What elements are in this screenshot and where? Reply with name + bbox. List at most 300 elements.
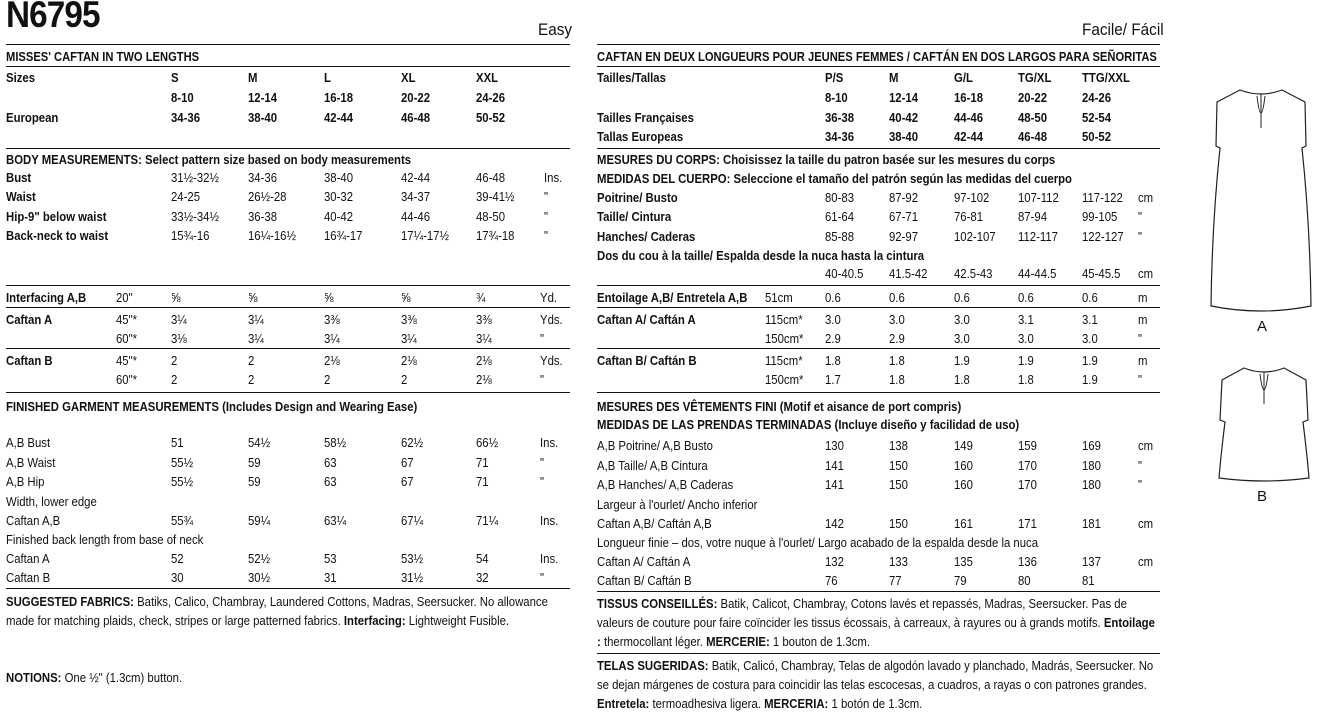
unit: m xyxy=(1138,290,1148,305)
size-range-cell: 8-10 xyxy=(171,90,194,105)
finished-row-label: A,B Hip xyxy=(6,474,45,489)
finished-row-label: Longueur finie – dos, votre nuque à l'ourlet/ Largo acabado de la espalda desde la nuca xyxy=(597,535,1039,550)
yardage-value-cell: 2 xyxy=(401,372,408,387)
body-value-cell: 33½-34½ xyxy=(171,208,219,224)
view-a-label: A xyxy=(1257,318,1268,335)
yardage-value-cell: 1.9 xyxy=(1082,353,1098,368)
divider xyxy=(6,307,570,308)
yardage-value-cell: 1.8 xyxy=(889,372,905,387)
back-value-cell: 40-40.5 xyxy=(825,266,864,281)
yardage-value-cell: 3.1 xyxy=(1082,312,1098,327)
unit: Ins. xyxy=(540,551,559,566)
body-value-cell: 42-44 xyxy=(401,170,431,185)
finished-value-cell: 133 xyxy=(889,554,908,569)
entoilage-text: thermocollant léger. xyxy=(603,634,703,649)
finished-value-cell: 77 xyxy=(889,573,902,588)
finished-value-cell: 81 xyxy=(1082,573,1095,588)
finished-row-label: A,B Waist xyxy=(6,455,56,470)
unit: Ins. xyxy=(544,170,563,185)
unit: " xyxy=(544,208,549,224)
unit: " xyxy=(1138,209,1143,225)
yardage-value-cell: 0.6 xyxy=(825,290,841,305)
unit: cm xyxy=(1138,438,1154,453)
unit: " xyxy=(540,455,545,470)
size-range-cell: 16-18 xyxy=(954,90,984,105)
yardage-value-cell: ⅝ xyxy=(324,290,334,305)
finished-value-cell: 141 xyxy=(825,458,844,473)
finished-value-cell: 80 xyxy=(1018,573,1031,588)
finished-value-cell: 135 xyxy=(954,554,973,569)
body-value-cell: 112-117 xyxy=(1018,228,1058,244)
yardage-value-cell: 3.1 xyxy=(1018,312,1034,327)
size-range-cell: 24-26 xyxy=(1082,90,1112,105)
finished-value-cell: 66½ xyxy=(476,435,499,450)
body-value-cell: 117-122 xyxy=(1082,190,1123,205)
yardage-value-cell: 2⅛ xyxy=(401,353,417,368)
finished-value-cell: 55½ xyxy=(171,474,194,489)
tissus-text: Batik, Calicot, Chambray, Cotons lavés et repassés, Madras, Seersucker. Pas de valeurs de couture pour faire coïncider les tissus écossais, à carreaux, à rayures ou à grands motifs. xyxy=(597,596,1127,630)
body-title-fr: MESURES DU CORPS: Choisissez la taille du patron basée sur les mesures du corps xyxy=(597,152,1056,167)
french-size-cell: 40-42 xyxy=(889,110,919,125)
divider xyxy=(597,44,1160,45)
unit: Ins. xyxy=(540,513,559,528)
divider xyxy=(6,44,570,45)
finished-value-cell: 150 xyxy=(889,477,908,492)
finished-value-cell: 32 xyxy=(476,570,489,585)
divider xyxy=(597,348,1160,349)
body-value-cell: 24-25 xyxy=(171,189,201,205)
fabric-width: 20" xyxy=(116,290,133,305)
size-name-cell: P/S xyxy=(825,70,844,85)
divider xyxy=(6,285,570,286)
yardage-value-cell: 2⅛ xyxy=(324,353,340,368)
european-size-cell: 50-52 xyxy=(1082,129,1112,144)
finished-value-cell: 63 xyxy=(324,455,337,470)
body-value-cell: 17¼-17½ xyxy=(401,227,449,243)
european-size-cell: 42-44 xyxy=(324,110,354,125)
finished-value-cell: 52½ xyxy=(248,551,271,566)
divider xyxy=(6,348,570,349)
yardage-label: Caftan B/ Caftán B xyxy=(597,353,697,368)
finished-value-cell: 55¾ xyxy=(171,513,194,528)
telas-text: Batik, Calicó, Chambray, Telas de algodón lavado y planchado, Madrás, Seersucker. No se dejan márgenes de costura para coincidir las telas escocesas, a cuadros, a rayas o con patrones grandes. xyxy=(597,658,1154,692)
unit: Yds. xyxy=(540,312,563,327)
yardage-value-cell: 3¼ xyxy=(476,331,492,346)
finished-row-label: Largeur à l'ourlet/ Ancho inferior xyxy=(597,497,758,512)
yardage-value-cell: 2 xyxy=(248,353,255,368)
french-size-cell: 36-38 xyxy=(825,110,855,125)
body-value-cell: 30-32 xyxy=(324,189,354,205)
european-size-cell: 46-48 xyxy=(1018,129,1048,144)
body-value-cell: 36-38 xyxy=(248,208,278,224)
body-value-cell: 15¾-16 xyxy=(171,227,210,243)
body-row-label: Hip-9" below waist xyxy=(6,208,107,224)
yardage-label: Caftan A/ Caftán A xyxy=(597,312,696,327)
european-size-cell: 50-52 xyxy=(476,110,506,125)
yardage-value-cell: 2 xyxy=(171,372,178,387)
unit: m xyxy=(1138,312,1148,327)
fabric-width: 45"* xyxy=(116,353,138,368)
body-value-cell: 34-37 xyxy=(401,189,431,205)
finished-value-cell: 31½ xyxy=(401,570,424,585)
fabrics-text: Batiks, Calico, Chambray, Laundered Cottons, Madras, Seersucker. No allowance made for matching plaids, check, stripes or large patterned fabrics. xyxy=(6,594,548,628)
notions-text: One ½" (1.3cm) button. xyxy=(64,670,183,685)
finished-value-cell: 58½ xyxy=(324,435,347,450)
yardage-value-cell: 3¼ xyxy=(324,331,340,346)
finished-value-cell: 137 xyxy=(1082,554,1101,569)
size-range-cell: 20-22 xyxy=(401,90,431,105)
finished-value-cell: 180 xyxy=(1082,477,1101,492)
finished-value-cell: 169 xyxy=(1082,438,1101,453)
divider xyxy=(6,66,570,67)
yardage-value-cell: 3¼ xyxy=(248,312,264,327)
yardage-value-cell: 3.0 xyxy=(954,312,970,327)
sizes-label-fr-es: Tailles/Tallas xyxy=(597,70,666,85)
tissus-conseilles xyxy=(597,594,1160,651)
yardage-value-cell: ⅝ xyxy=(401,290,411,305)
size-range-cell: 24-26 xyxy=(476,90,506,105)
body-value-cell: 40-42 xyxy=(324,208,354,224)
body-value-cell: 87-92 xyxy=(889,190,919,205)
finished-value-cell: 59¼ xyxy=(248,513,271,528)
european-size-cell: 34-36 xyxy=(825,129,855,144)
body-value-cell: 34-36 xyxy=(248,170,278,185)
unit: cm xyxy=(1138,190,1154,205)
body-value-cell: 61-64 xyxy=(825,209,855,225)
body-value-cell: 97-102 xyxy=(954,190,990,205)
yardage-label: Interfacing A,B xyxy=(6,290,87,305)
size-name-cell: G/L xyxy=(954,70,973,85)
pattern-number: N6795 xyxy=(6,0,100,35)
finished-row-label: Caftan A,B/ Caftán A,B xyxy=(597,516,712,531)
body-value-cell: 87-94 xyxy=(1018,209,1048,225)
finished-value-cell: 138 xyxy=(889,438,908,453)
mercerie-text: 1 bouton de 1.3cm. xyxy=(772,634,870,649)
yardage-value-cell: 3⅜ xyxy=(324,312,340,327)
finished-value-cell: 79 xyxy=(954,573,967,588)
french-size-cell: 44-46 xyxy=(954,110,984,125)
finished-value-cell: 170 xyxy=(1018,458,1037,473)
finished-row-label: Caftan B/ Caftán B xyxy=(597,573,692,588)
yardage-value-cell: 2 xyxy=(324,372,331,387)
notions-label: NOTIONS: xyxy=(6,670,62,685)
finished-value-cell: 130 xyxy=(825,438,844,453)
yardage-value-cell: 0.6 xyxy=(1082,290,1098,305)
yardage-value-cell: 3¼ xyxy=(401,331,417,346)
yardage-value-cell: 1.9 xyxy=(1018,353,1034,368)
finished-value-cell: 171 xyxy=(1018,516,1037,531)
view-b-label: B xyxy=(1257,488,1268,505)
finished-value-cell: 76 xyxy=(825,573,838,588)
unit: " xyxy=(1138,372,1143,387)
size-name-cell: TTG/XXL xyxy=(1082,70,1130,85)
body-value-cell: 16¾-17 xyxy=(324,227,363,243)
back-value-cell: 45-45.5 xyxy=(1082,266,1121,281)
finished-value-cell: 160 xyxy=(954,477,973,492)
size-name-cell: M xyxy=(889,70,899,85)
unit: Yd. xyxy=(540,290,558,305)
finished-value-cell: 150 xyxy=(889,516,908,531)
finished-row-label: Caftan B xyxy=(6,570,51,585)
finished-title-fr: MESURES DES VÊTEMENTS FINI (Motif et aisance de port compris) xyxy=(597,399,962,414)
finished-row-label: Finished back length from base of neck xyxy=(6,532,204,547)
yardage-value-cell: 3.0 xyxy=(1082,331,1098,346)
body-row-label: Bust xyxy=(6,170,32,185)
mercerie-label: MERCERIE: xyxy=(706,634,770,649)
finished-value-cell: 170 xyxy=(1018,477,1037,492)
entoilage-label: Entoilage : xyxy=(597,615,1155,649)
entretela-text: termoadhesiva ligera. xyxy=(652,696,761,711)
french-size-cell: 48-50 xyxy=(1018,110,1048,125)
unit: m xyxy=(1138,353,1148,368)
finished-value-cell: 52 xyxy=(171,551,184,566)
body-row-label: Taille/ Cintura xyxy=(597,209,672,225)
size-name-cell: M xyxy=(248,70,258,85)
european-size-cell: 46-48 xyxy=(401,110,431,125)
finished-value-cell: 30 xyxy=(171,570,184,585)
size-range-cell: 8-10 xyxy=(825,90,848,105)
yardage-value-cell: 0.6 xyxy=(889,290,905,305)
body-value-cell: 80-83 xyxy=(825,190,855,205)
finished-row-label: A,B Taille/ A,B Cintura xyxy=(597,458,708,473)
unit: Yds. xyxy=(540,353,563,368)
unit: " xyxy=(540,372,545,387)
fabric-width: 60"* xyxy=(116,372,138,387)
divider xyxy=(6,148,570,149)
yardage-value-cell: 2.9 xyxy=(825,331,841,346)
view-b-sketch xyxy=(1216,364,1312,484)
yardage-value-cell: 3.0 xyxy=(1018,331,1034,346)
divider xyxy=(597,591,1160,592)
body-value-cell: 92-97 xyxy=(889,228,919,244)
finished-row-label: Caftan A/ Caftán A xyxy=(597,554,691,569)
fabric-width: 51cm xyxy=(765,290,793,305)
finished-title-es: MEDIDAS DE LAS PRENDAS TERMINADAS (Incluye diseño y facilidad de uso) xyxy=(597,417,1020,432)
size-range-cell: 12-14 xyxy=(889,90,919,105)
telas-label: TELAS SUGERIDAS: xyxy=(597,658,709,673)
european-size-cell: 38-40 xyxy=(889,129,919,144)
body-value-cell: 44-46 xyxy=(401,208,431,224)
divider xyxy=(597,285,1160,286)
body-row-label: Hanches/ Caderas xyxy=(597,228,696,244)
finished-value-cell: 62½ xyxy=(401,435,424,450)
interfacing-text: Lightweight Fusible. xyxy=(408,613,510,628)
yardage-value-cell: 3.0 xyxy=(825,312,841,327)
yardage-value-cell: 2 xyxy=(171,353,178,368)
yardage-label: Caftan B xyxy=(6,353,53,368)
finished-value-cell: 181 xyxy=(1082,516,1101,531)
finished-value-cell: 67 xyxy=(401,474,414,489)
finished-value-cell: 63 xyxy=(324,474,337,489)
finished-value-cell: 71¼ xyxy=(476,513,499,528)
yardage-value-cell: 3¼ xyxy=(171,312,187,327)
finished-value-cell: 55½ xyxy=(171,455,194,470)
finished-value-cell: 160 xyxy=(954,458,973,473)
finished-value-cell: 150 xyxy=(889,458,908,473)
yardage-value-cell: 1.8 xyxy=(889,353,905,368)
finished-row-label: Caftan A xyxy=(6,551,50,566)
left-title: MISSES' CAFTAN IN TWO LENGTHS xyxy=(6,49,200,64)
body-value-cell: 85-88 xyxy=(825,228,855,244)
european-size-cell: 38-40 xyxy=(248,110,278,125)
difficulty-en: Easy xyxy=(538,20,573,39)
finished-value-cell: 54½ xyxy=(248,435,271,450)
finished-value-cell: 53½ xyxy=(401,551,424,566)
body-value-cell: 48-50 xyxy=(476,208,506,224)
body-value-cell: 17¾-18 xyxy=(476,227,515,243)
back-value-cell: 42.5-43 xyxy=(954,266,993,281)
unit: " xyxy=(544,189,549,205)
finished-value-cell: 161 xyxy=(954,516,973,531)
finished-measurements-title: FINISHED GARMENT MEASUREMENTS (Includes Design and Wearing Ease) xyxy=(6,399,418,414)
yardage-value-cell: ¾ xyxy=(476,290,486,305)
unit: " xyxy=(1138,458,1143,473)
yardage-value-cell: 3⅜ xyxy=(401,312,417,327)
difficulty-fr-es: Facile/ Fácil xyxy=(1082,20,1164,39)
body-value-cell: 67-71 xyxy=(889,209,919,225)
european-size-cell: 34-36 xyxy=(171,110,201,125)
yardage-value-cell: 2.9 xyxy=(889,331,905,346)
yardage-value-cell: 1.9 xyxy=(954,353,970,368)
yardage-value-cell: 3¼ xyxy=(248,331,264,346)
notions xyxy=(6,668,565,687)
yardage-value-cell: 2⅛ xyxy=(476,353,492,368)
finished-row-label: A,B Bust xyxy=(6,435,51,450)
divider xyxy=(6,588,570,589)
size-name-cell: TG/XL xyxy=(1018,70,1052,85)
finished-value-cell: 59 xyxy=(248,455,261,470)
finished-value-cell: 67¼ xyxy=(401,513,424,528)
finished-value-cell: 149 xyxy=(954,438,973,453)
yardage-value-cell: 3⅛ xyxy=(171,331,187,346)
finished-row-label: A,B Poitrine/ A,B Busto xyxy=(597,438,713,453)
fabric-width: 150cm* xyxy=(765,331,804,346)
size-name-cell: XXL xyxy=(476,70,499,85)
yardage-value-cell: 3.0 xyxy=(954,331,970,346)
yardage-value-cell: 1.9 xyxy=(1082,372,1098,387)
body-value-cell: 122-127 xyxy=(1082,228,1124,244)
size-name-cell: S xyxy=(171,70,179,85)
sizes-label: Sizes xyxy=(6,70,36,85)
yardage-value-cell: 1.7 xyxy=(825,372,841,387)
body-row-label: Back-neck to waist xyxy=(6,227,109,243)
divider xyxy=(597,66,1160,67)
finished-row-label: Caftan A,B xyxy=(6,513,61,528)
french-sizes-label: Tailles Françaises xyxy=(597,110,694,125)
finished-value-cell: 132 xyxy=(825,554,844,569)
size-name-cell: L xyxy=(324,70,331,85)
size-range-cell: 16-18 xyxy=(324,90,354,105)
finished-value-cell: 180 xyxy=(1082,458,1101,473)
unit: cm xyxy=(1138,516,1154,531)
body-value-cell: 107-112 xyxy=(1018,190,1059,205)
finished-value-cell: 141 xyxy=(825,477,844,492)
finished-value-cell: 136 xyxy=(1018,554,1037,569)
european-label: European xyxy=(6,110,59,125)
fabric-width: 115cm* xyxy=(765,353,803,368)
body-value-cell: 31½-32½ xyxy=(171,170,219,185)
merceria-text: 1 botón de 1.3cm. xyxy=(831,696,923,711)
right-title: CAFTAN EN DEUX LONGUEURS POUR JEUNES FEMMES / CAFTÁN EN DOS LARGOS PARA SEÑORITAS xyxy=(597,49,1157,64)
european-size-cell: 42-44 xyxy=(954,129,984,144)
body-row-label: Waist xyxy=(6,189,36,205)
european-sizes-label: Tallas Europeas xyxy=(597,129,684,144)
view-a-sketch xyxy=(1210,84,1312,316)
unit: Ins. xyxy=(540,435,559,450)
entretela-label: Entretela: xyxy=(597,696,650,711)
yardage-value-cell: 1.8 xyxy=(954,372,970,387)
fabric-width: 115cm* xyxy=(765,312,803,327)
interfacing-label: Interfacing: xyxy=(343,613,406,628)
tissus-label: TISSUS CONSEILLÉS: xyxy=(597,596,718,611)
unit: " xyxy=(1138,228,1143,244)
body-value-cell: 102-107 xyxy=(954,228,996,244)
divider xyxy=(597,307,1160,308)
unit: " xyxy=(544,227,549,243)
body-value-cell: 46-48 xyxy=(476,170,506,185)
size-name-cell: XL xyxy=(401,70,416,85)
divider xyxy=(6,392,570,393)
finished-value-cell: 159 xyxy=(1018,438,1037,453)
finished-value-cell: 54 xyxy=(476,551,489,566)
back-value-cell: 41.5-42 xyxy=(889,266,928,281)
fabrics-label: SUGGESTED FABRICS: xyxy=(6,594,134,609)
fabric-width: 150cm* xyxy=(765,372,804,387)
finished-row-label: A,B Hanches/ A,B Caderas xyxy=(597,477,734,492)
french-size-cell: 52-54 xyxy=(1082,110,1112,125)
body-value-cell: 38-40 xyxy=(324,170,354,185)
yardage-value-cell: 3.0 xyxy=(889,312,905,327)
unit: cm xyxy=(1138,554,1154,569)
unit: " xyxy=(1138,331,1143,346)
finished-value-cell: 67 xyxy=(401,455,414,470)
yardage-value-cell: 1.8 xyxy=(825,353,841,368)
back-value-cell: 44-44.5 xyxy=(1018,266,1057,281)
unit: " xyxy=(540,331,545,346)
body-measurements-title: BODY MEASUREMENTS: Select pattern size based on body measurements xyxy=(6,152,412,167)
divider xyxy=(597,392,1160,393)
body-title-es: MEDIDAS DEL CUERPO: Seleccione el tamaño del patrón según las medidas del cuerpo xyxy=(597,171,1072,186)
body-value-cell: 26½-28 xyxy=(248,189,287,205)
unit: " xyxy=(1138,477,1143,492)
suggested-fabrics xyxy=(6,592,565,630)
yardage-label: Entoilage A,B/ Entretela A,B xyxy=(597,290,748,305)
unit: " xyxy=(540,474,545,489)
yardage-value-cell: 0.6 xyxy=(954,290,970,305)
finished-value-cell: 71 xyxy=(476,474,489,489)
merceria-label: MERCERIA: xyxy=(764,696,829,711)
divider xyxy=(597,653,1160,654)
fabric-width: 60"* xyxy=(116,331,138,346)
body-value-cell: 39-41½ xyxy=(476,189,515,205)
finished-value-cell: 71 xyxy=(476,455,489,470)
finished-value-cell: 63¼ xyxy=(324,513,347,528)
back-length-label: Dos du cou à la taille/ Espalda desde la nuca hasta la cintura xyxy=(597,248,925,263)
unit: " xyxy=(540,570,545,585)
yardage-value-cell: 2 xyxy=(248,372,255,387)
size-range-cell: 20-22 xyxy=(1018,90,1048,105)
body-value-cell: 99-105 xyxy=(1082,209,1118,225)
finished-value-cell: 31 xyxy=(324,570,337,585)
body-value-cell: 16¼-16½ xyxy=(248,227,296,243)
finished-value-cell: 53 xyxy=(324,551,337,566)
finished-value-cell: 30½ xyxy=(248,570,271,585)
yardage-value-cell: ⅝ xyxy=(248,290,258,305)
finished-value-cell: 51 xyxy=(171,435,184,450)
divider xyxy=(597,148,1160,149)
body-row-label: Poitrine/ Busto xyxy=(597,190,678,205)
fabric-width: 45"* xyxy=(116,312,138,327)
